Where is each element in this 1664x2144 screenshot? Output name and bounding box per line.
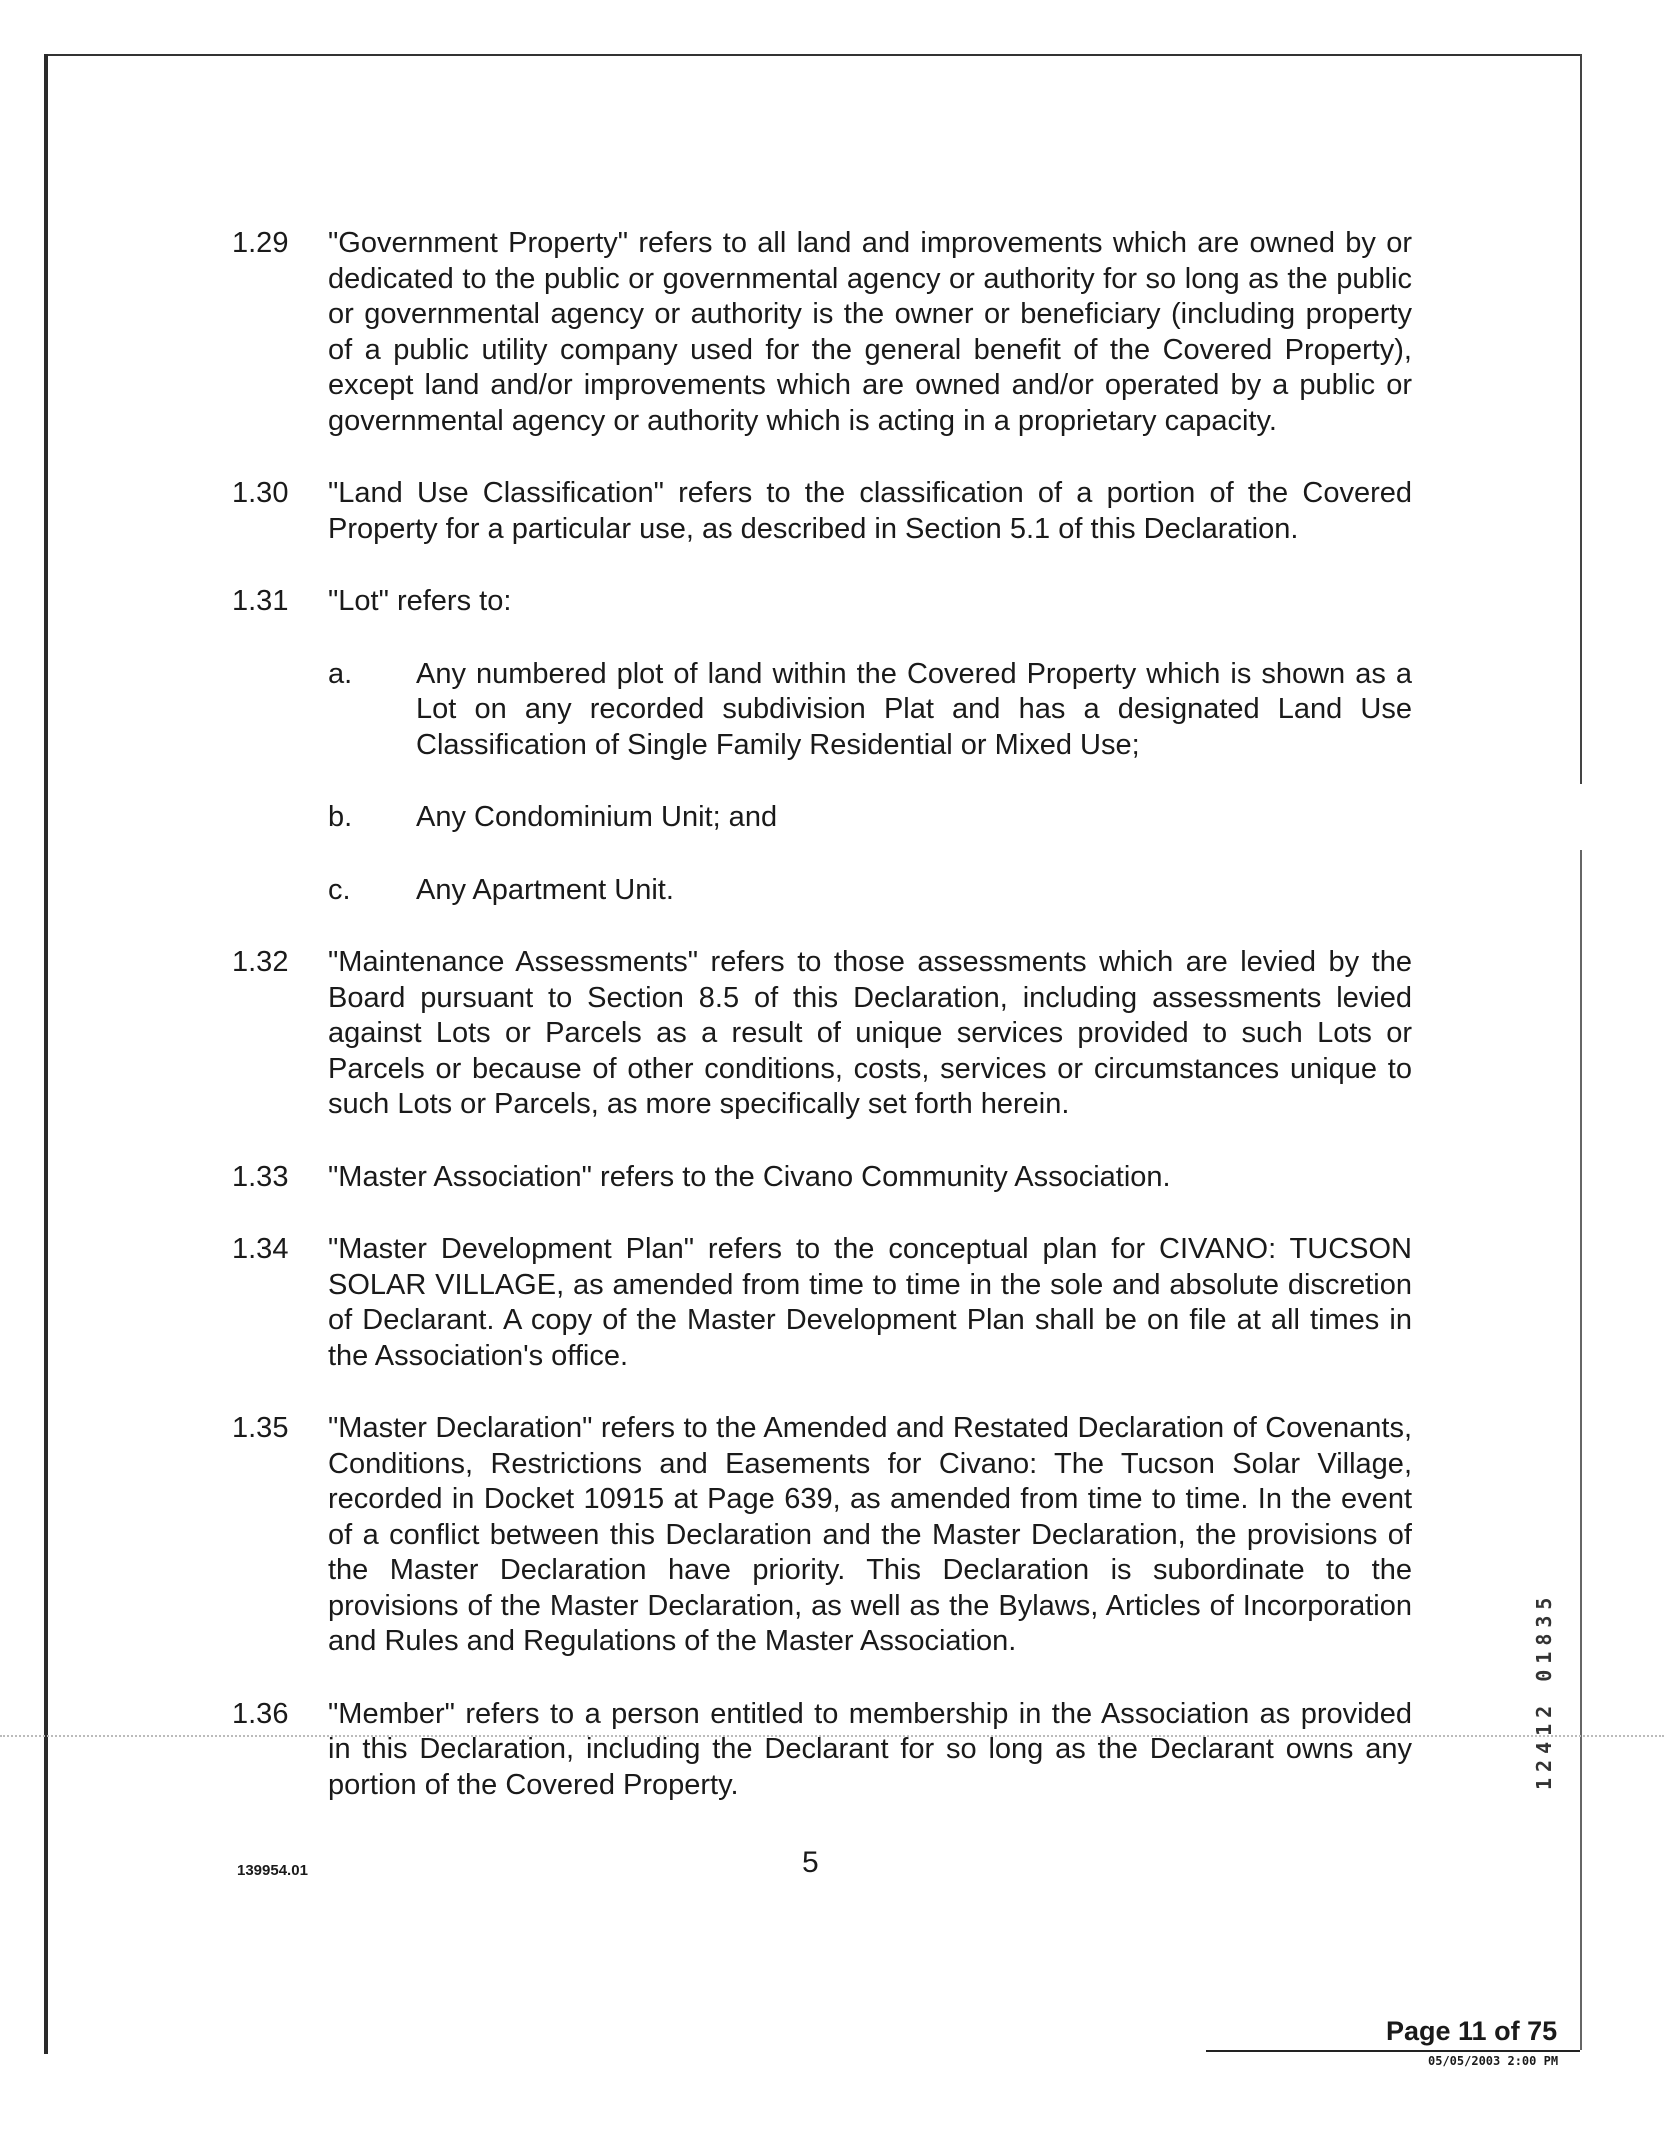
section-number: 1.29 xyxy=(232,227,289,259)
definition-1-33 xyxy=(232,1160,1412,1196)
section-text: "Master Development Plan" refers to the conceptual plan for CIVANO: TUCSON SOLAR VILLAGE, as amended from time to time in the sole and absolute discretion of Declarant. A copy of the Master Development Plan shall be on file at all times in the Association's office. xyxy=(328,1233,1412,1372)
page-border-right-lower xyxy=(1580,850,1582,2050)
document-body xyxy=(232,226,1412,1840)
section-number: 1.34 xyxy=(232,1233,289,1265)
section-text: "Government Property" refers to all land and improvements which are owned by or dedicated to the public or governmental agency or authority for so long as the public or governmental agency or authority is the owner or beneficiary (including property of a public utility company used for the general benefit of the Covered Property), except land and/or improvements which are owned and/or operated by a public or governmental agency or authority which is acting in a proprietary capacity. xyxy=(328,227,1412,437)
section-number: 1.33 xyxy=(232,1160,289,1193)
subitem-letter: b. xyxy=(328,801,353,833)
page-count-stamp: Page 11 of 75 xyxy=(1386,2016,1558,2046)
subitem-letter: a. xyxy=(328,657,353,690)
section-number: 1.31 xyxy=(232,585,289,617)
section-text: "Lot" refers to: xyxy=(328,585,512,617)
section-text: "Member" refers to a person entitled to membership in the Association as provided in this Declaration, including the Declarant for so long as the Declarant owns any portion of the Covered Property. xyxy=(328,1697,1412,1801)
subitem-letter: c. xyxy=(328,873,351,906)
section-text: "Master Association" refers to the Civano Community Association. xyxy=(328,1160,1171,1193)
page-number: 5 xyxy=(802,1846,819,1879)
definition-1-36 xyxy=(232,1697,1412,1804)
page-border-right xyxy=(1580,54,1582,784)
section-number: 1.32 xyxy=(232,946,289,978)
definition-1-35 xyxy=(232,1411,1412,1660)
page-border-left xyxy=(44,54,48,2054)
subitem-text: Any numbered plot of land within the Covered Property which is shown as a Lot on any recorded subdivision Plat and has a designated Land Use Classification of Single Family Residential or Mixed Use; xyxy=(416,657,1412,761)
recording-side-stamp: 12412 01835 xyxy=(1532,1591,1556,1790)
definition-1-34 xyxy=(232,1232,1412,1374)
definition-1-32 xyxy=(232,945,1412,1123)
section-number: 1.30 xyxy=(232,477,289,509)
subitem-text: Any Apartment Unit. xyxy=(416,873,674,906)
lot-subitem-a xyxy=(328,657,1412,764)
subitem-text: Any Condominium Unit; and xyxy=(416,801,778,833)
page-border-top xyxy=(44,54,1582,56)
document-id: 139954.01 xyxy=(237,1862,308,1879)
section-text: "Master Declaration" refers to the Amended and Restated Declaration of Covenants, Conditions, Restrictions and Easements for Civano: The Tucson Solar Village, recorded in Docket 10915 at Page 639, as amended from time to time. In the event of a conflict between this Declaration and the Master Declaration, the provisions of the Master Declaration have priority. This Declaration is subordinate to the provisions of the Master Declaration, as well as the Bylaws, Articles of Incorporation and Rules and Regulations of the Master Association. xyxy=(328,1412,1412,1657)
stamp-underline xyxy=(1206,2050,1580,2052)
section-text: "Land Use Classification" refers to the classification of a portion of the Covered Property for a particular use, as described in Section 5.1 of this Declaration. xyxy=(328,477,1412,545)
stamp-date: 05/05/2003 2:00 PM xyxy=(1428,2054,1559,2068)
section-text: "Maintenance Assessments" refers to those assessments which are levied by the Board pursuant to Section 8.5 of this Declaration, including assessments levied against Lots or Parcels as a result of unique services provided to such Lots or Parcels or because of other conditions, costs, services or circumstances unique to such Lots or Parcels, as more specifically set forth herein. xyxy=(328,946,1412,1120)
section-number: 1.35 xyxy=(232,1412,289,1444)
lot-subitem-b xyxy=(328,800,1412,836)
lot-subitem-c xyxy=(328,873,1412,909)
definition-1-29 xyxy=(232,226,1412,439)
section-number: 1.36 xyxy=(232,1697,289,1730)
definition-1-31 xyxy=(232,584,1412,620)
definition-1-30 xyxy=(232,476,1412,547)
